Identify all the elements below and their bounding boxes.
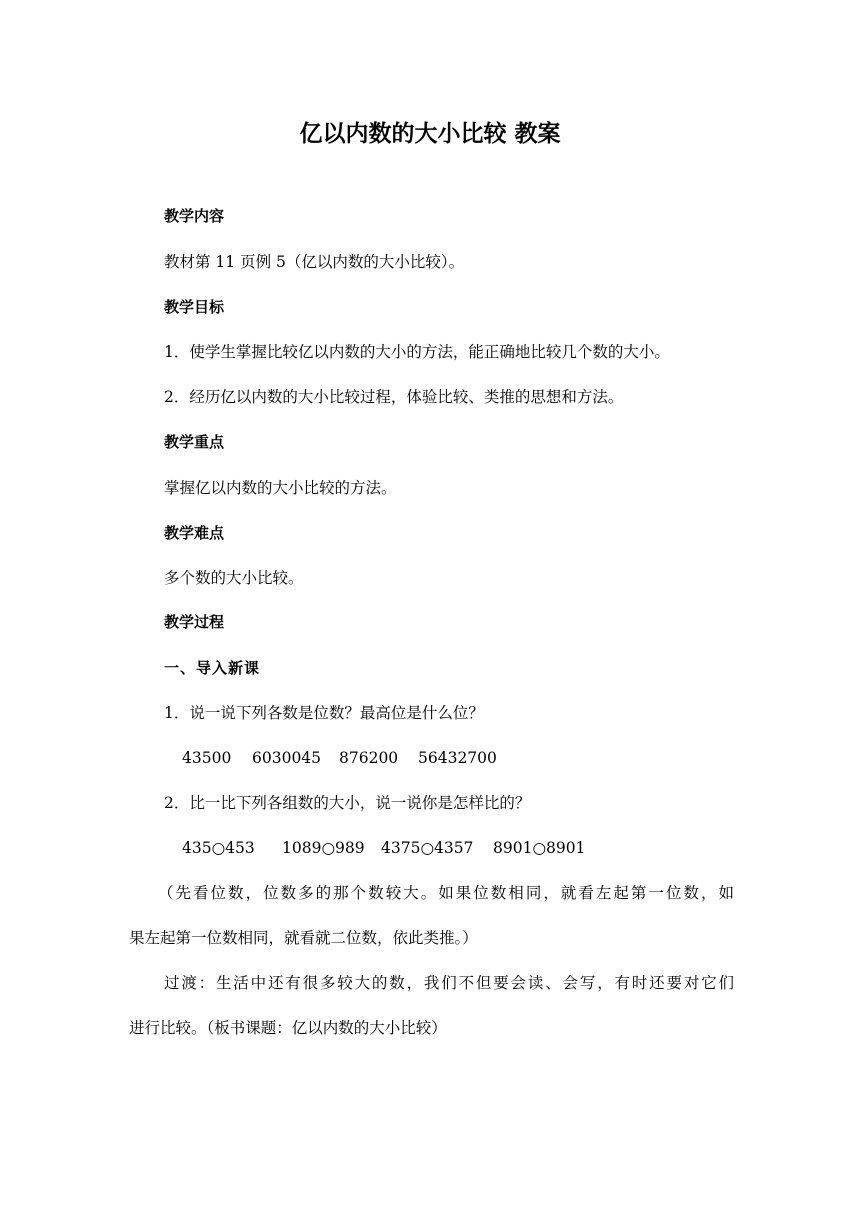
section-heading-process: 教学过程: [164, 613, 225, 631]
comparison-item: 8901○8901: [493, 839, 586, 857]
difficulty-text: 多个数的大小比较。: [164, 569, 304, 587]
transition-line-2: 进行比较。（板书课题：亿以内数的大小比较）: [129, 1019, 447, 1037]
content-text: 教材第 11 页例 5（亿以内数的大小比较）。: [164, 253, 465, 271]
section-heading-goals: 教学目标: [164, 298, 225, 316]
comparison-item: 435○453: [182, 839, 255, 857]
explanation-line-1: （先看位数，位数多的那个数较大。如果位数相同，就看左起第一位数，如: [158, 884, 734, 902]
document-title: 亿以内数的大小比较 教案: [299, 121, 561, 147]
transition-line-1: 过渡：生活中还有很多较大的数，我们不但要会读、会写，有时还要对它们: [164, 974, 734, 992]
number-item: 876200: [339, 749, 399, 767]
goal-item-1: 1．使学生掌握比较亿以内数的大小的方法，能正确地比较几个数的大小。: [164, 343, 670, 361]
part-heading-introduction: 一、导入新课: [164, 659, 261, 677]
question-1: 1．说一说下列各数是位数？最高位是什么位？: [164, 704, 484, 722]
number-item: 43500: [182, 749, 232, 767]
key-points-text: 掌握亿以内数的大小比较的方法。: [164, 479, 397, 497]
goal-item-2: 2．经历亿以内数的大小比较过程，体验比较、类推的思想和方法。: [164, 388, 624, 406]
section-heading-key-points: 教学重点: [164, 433, 225, 451]
number-item: 6030045: [252, 749, 322, 767]
question-2: 2．比一比下列各组数的大小，说一说你是怎样比的？: [164, 794, 531, 812]
section-heading-content: 教学内容: [164, 207, 225, 225]
number-item: 56432700: [418, 749, 497, 767]
comparison-item: 4375○4357: [381, 839, 474, 857]
section-heading-difficulty: 教学难点: [164, 524, 225, 542]
explanation-line-2: 果左起第一位数相同，就看就二位数，依此类推。）: [129, 929, 478, 947]
comparison-item: 1089○989: [282, 839, 365, 857]
